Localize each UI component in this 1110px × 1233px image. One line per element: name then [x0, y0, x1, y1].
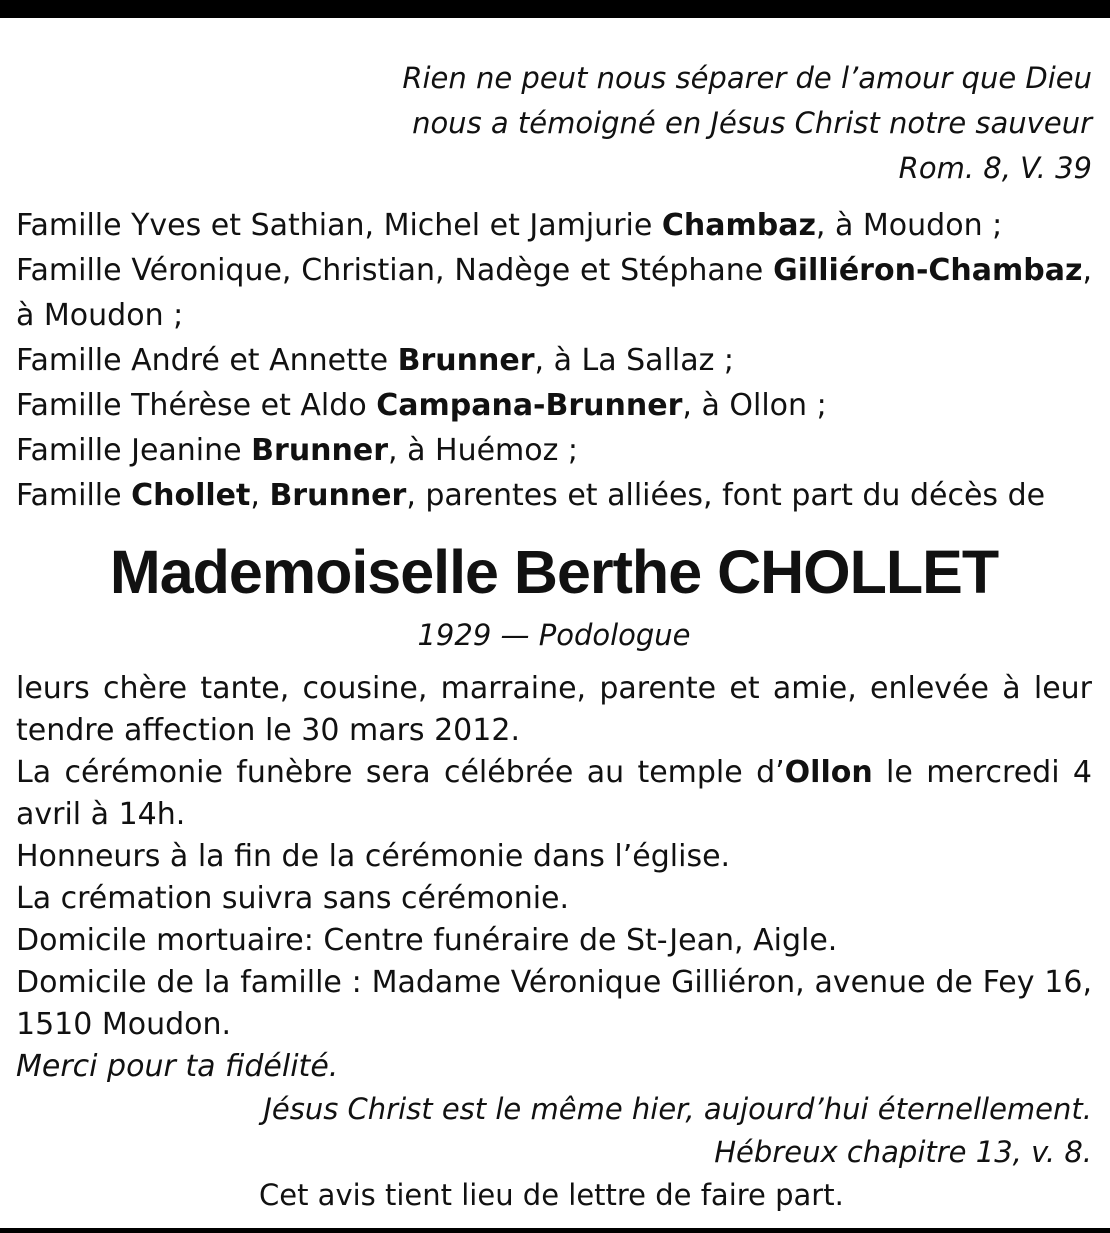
deceased-name: Mademoiselle Berthe CHOLLET: [109, 538, 999, 606]
body-paragraph-cremation: La crémation suivra sans cérémonie.: [16, 881, 570, 916]
verse-line-2: nous a témoigné en Jésus Christ notre sauveur: [412, 106, 1092, 140]
verse-line-1: Rien ne peut nous séparer de l’amour que Dieu: [402, 61, 1092, 95]
closing-note: Cet avis tient lieu de lettre de faire part.: [259, 1178, 844, 1212]
family-surname: Brunner: [269, 478, 407, 513]
family-line-4: Famille Thérèse et Aldo Campana-Brunner, à Ollon ;: [16, 388, 827, 423]
closing-verse-reference: Hébreux chapitre 13, v. 8.: [714, 1135, 1092, 1169]
family-surname: Brunner: [397, 343, 535, 378]
ceremony-location: Ollon: [784, 755, 873, 790]
family-list: [16, 203, 1092, 518]
closing-verse-line: Jésus Christ est le même hier, aujourd’hui éternellement.: [263, 1092, 1092, 1126]
notice-body: [16, 668, 1092, 1088]
body-paragraph-ceremony: La cérémonie funèbre sera célébrée au temple d’Ollon le mercredi 4 avril à 14h.: [16, 755, 1092, 832]
family-line-2: Famille Véronique, Christian, Nadège et Stéphane Gilliéron-Chambaz, à Moudon ;: [16, 253, 1092, 333]
deceased-subtitle: 1929 — Podologue: [417, 618, 691, 652]
obituary-notice: [16, 56, 1092, 1216]
top-border-rule: [0, 0, 1110, 18]
family-surname: Chambaz: [661, 208, 816, 243]
family-surname: Campana-Brunner: [376, 388, 683, 423]
body-paragraph-family-address: Domicile de la famille : Madame Véronique Gilliéron, avenue de Fey 16, 1510 Moudon.: [16, 965, 1092, 1042]
closing-verse: [16, 1088, 1092, 1174]
body-paragraph-mortuary: Domicile mortuaire: Centre funéraire de St-Jean, Aigle.: [16, 923, 838, 958]
family-surname: Gilliéron-Chambaz: [773, 253, 1083, 288]
family-line-5: Famille Jeanine Brunner, à Huémoz ;: [16, 433, 579, 468]
family-surname: Brunner: [251, 433, 389, 468]
body-paragraph-affection: leurs chère tante, cousine, marraine, parente et amie, enlevée à leur tendre affection le 30 mars 2012.: [16, 671, 1092, 748]
family-line-1: Famille Yves et Sathian, Michel et Jamjurie Chambaz, à Moudon ;: [16, 208, 1003, 243]
family-surname: Chollet: [131, 478, 251, 513]
verse-reference: Rom. 8, V. 39: [898, 151, 1092, 185]
family-line-3: Famille André et Annette Brunner, à La Sallaz ;: [16, 343, 735, 378]
body-paragraph-honours: Honneurs à la fin de la cérémonie dans l’église.: [16, 839, 731, 874]
family-line-6: Famille Chollet, Brunner, parentes et alliées, font part du décès de: [16, 478, 1046, 513]
opening-verse: [16, 56, 1092, 191]
body-paragraph-thanks: Merci pour ta fidélité.: [16, 1049, 339, 1084]
bottom-border-rule: [0, 1228, 1110, 1233]
